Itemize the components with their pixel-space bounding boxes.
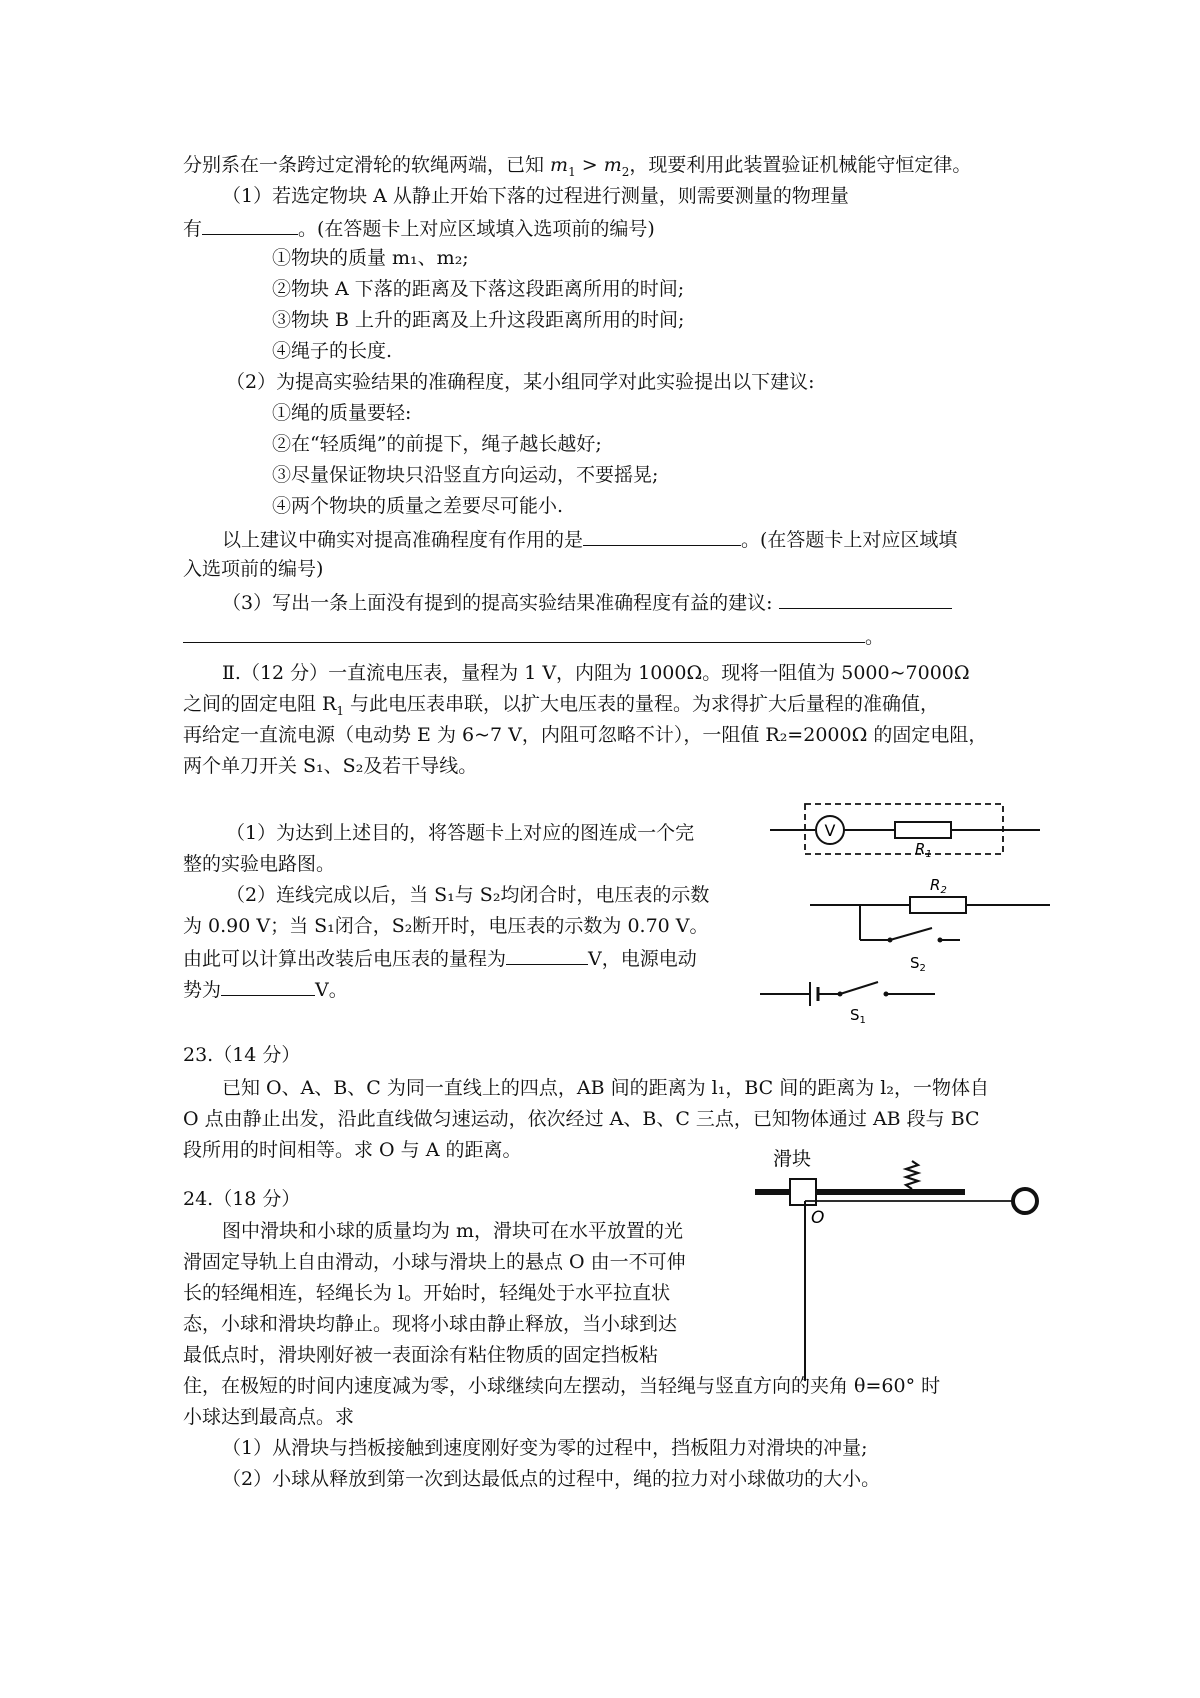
emf-prefix: 势为 (183, 979, 222, 1001)
q2-line-c: 入选项前的编号) (183, 558, 324, 580)
q1-line-a: （1）若选定物块 A 从静止开始下落的过程进行测量，则需要测量的物理量 (222, 185, 849, 207)
p24-line-6: 住，在极短的时间内速度减为零，小球继续向左摆动，当轻绳与竖直方向的夹角 θ=60° 时 (183, 1375, 941, 1397)
part2-sub1-b: 整的实验电路图。 (183, 853, 336, 875)
voltmeter-label: V (824, 821, 836, 840)
r1-label: $R_1$ (915, 840, 932, 860)
emf-suffix: V。 (315, 979, 348, 1001)
p23-line-2: O 点由静止出发，沿此直线做匀速运动，依次经过 A、B、C 三点，已知物体通过 AB 段与 BC (183, 1108, 980, 1130)
part2-line-1: Ⅱ.（12 分）一直流电压表，量程为 1 V，内阻为 1000Ω。现将一阻值为 5000~7000Ω (222, 662, 970, 684)
switch-s1-blade (840, 982, 878, 994)
p24-header: 24.（18 分） (183, 1188, 301, 1210)
part2-line-4: 两个单刀开关 S₁、S₂及若干导线。 (183, 755, 478, 777)
q1-option-3: ③物块 B 上升的距离及上升这段距离所用的时间; (272, 309, 685, 331)
q2-line-a: （2）为提高实验结果的准确程度，某小组同学对此实验提出以下建议: (226, 371, 815, 393)
range-prefix: 由此可以计算出改装后电压表的量程为 (183, 948, 507, 970)
part2-line-2 (183, 691, 939, 724)
q2-prefix: 以上建议中确实对提高准确程度有作用的是 (222, 529, 584, 551)
guide-rail (755, 1189, 965, 1195)
p24-line-5: 最低点时，滑块刚好被一表面涂有粘住物质的固定挡板粘 (183, 1344, 659, 1366)
emf-answer-blank[interactable] (221, 975, 315, 996)
greater-than: > (575, 154, 604, 176)
q2-option-2: ②在“轻质绳”的前提下，绳子越长越好; (272, 433, 602, 455)
q3-text: （3）写出一条上面没有提到的提高实验结果准确程度有益的建议: (222, 592, 773, 614)
q3-answer-blank-2[interactable] (183, 622, 865, 643)
part2-sub1-a: （1）为达到上述目的，将答题卡上对应的图连成一个完 (226, 822, 695, 844)
q2-option-3: ③尽量保证物块只沿竖直方向运动，不要摇晃; (272, 464, 659, 486)
part2-sub2-b: 为 0.90 V；当 S₁闭合，S₂断开时，电压表的示数为 0.70 V。 (183, 915, 709, 937)
switch-s2-blade (890, 928, 932, 940)
intro-text-b: ，现要利用此装置验证机械能守恒定律。 (629, 154, 972, 176)
p24-line-4: 态，小球和滑块均静止。现将小球由静止释放，当小球到达 (183, 1313, 678, 1335)
q2-option-4: ④两个物块的质量之差要尽可能小. (272, 495, 564, 517)
q3-line-b (183, 622, 884, 650)
p24-question-1: （1）从滑块与挡板接触到速度刚好变为零的过程中，挡板阻力对滑块的冲量; (222, 1437, 868, 1459)
p24-question-2: （2）小球从释放到第一次到达最低点的过程中，绳的拉力对小球做功的大小。 (222, 1468, 881, 1490)
resistor-r1-icon (895, 822, 951, 838)
s2-label: $S_2$ (910, 954, 926, 974)
sticky-barrier-icon (906, 1161, 918, 1189)
s1-label: $S_1$ (850, 1006, 866, 1026)
r1-subscript: 1 (336, 703, 344, 718)
q3-answer-blank-1[interactable] (779, 588, 952, 609)
m1-symbol: m (550, 154, 569, 176)
part2-sub2-a: （2）连线完成以后，当 S₁与 S₂均闭合时，电压表的示数 (226, 884, 710, 906)
q2-option-1: ①绳的质量要轻: (272, 402, 412, 424)
q3-line-a (222, 588, 952, 616)
p24-line-1: 图中滑块和小球的质量均为 m，滑块可在水平放置的光 (222, 1220, 684, 1242)
p24-line-2: 滑固定导轨上自由滑动，小球与滑块上的悬点 O 由一不可伸 (183, 1251, 686, 1273)
r2-label: $R_2$ (930, 876, 947, 896)
part2-sub2-c (183, 944, 697, 972)
intro-text-a: 分别系在一条跨过定滑轮的软绳两端，已知 (183, 154, 551, 176)
pendulum-figure (755, 1143, 1045, 1383)
ball-icon (1013, 1189, 1037, 1213)
q1-option-4: ④绳子的长度. (272, 340, 393, 362)
m1-subscript: 1 (568, 164, 576, 179)
q3-end-mark: 。 (865, 626, 885, 648)
range-suffix: V，电源电动 (588, 948, 697, 970)
q2-answer-blank[interactable] (583, 525, 741, 546)
p23-line-1: 已知 O、A、B、C 为同一直线上的四点，AB 间的距离为 l₁，BC 间的距离为 l₂，一物体自 (222, 1077, 989, 1099)
part2-line-3: 再给定一直流电源（电动势 E 为 6~7 V，内阻可忽略不计），一阻值 R₂=2000Ω 的固定电阻， (183, 724, 988, 746)
intro-line (183, 152, 971, 185)
p23-line-3: 段所用的时间相等。求 O 与 A 的距离。 (183, 1139, 522, 1161)
part2-sub2-d (183, 975, 348, 1003)
o-point-label: O (811, 1208, 825, 1228)
circuit-diagram (760, 800, 1050, 1026)
resistor-r2-icon (910, 897, 966, 913)
m2-symbol: m (603, 154, 622, 176)
p24-line-7: 小球达到最高点。求 (183, 1406, 355, 1428)
m2-subscript: 2 (621, 164, 630, 179)
q2-suffix: 。(在答题卡上对应区域填 (741, 529, 958, 551)
slider-label: 滑块 (773, 1148, 812, 1170)
part2-line2-a: 之间的固定电阻 R (183, 693, 337, 715)
part2-line2-b: 与此电压表串联，以扩大电压表的量程。为求得扩大后量程的准确值， (344, 693, 940, 715)
p24-line-3: 长的轻绳相连，轻绳长为 l。开始时，轻绳处于水平拉直状 (183, 1282, 671, 1304)
q1-line-b (183, 214, 655, 242)
q1-suffix: 。(在答题卡上对应区域填入选项前的编号) (298, 218, 655, 240)
q1-prefix: 有 (183, 218, 203, 240)
q1-option-2: ②物块 A 下落的距离及下落这段距离所用的时间; (272, 278, 685, 300)
range-answer-blank[interactable] (506, 944, 588, 965)
q1-answer-blank[interactable] (202, 214, 298, 235)
q1-option-1: ①物块的质量 m₁、m₂; (272, 247, 469, 269)
q2-line-b (222, 525, 957, 553)
p23-header: 23.（14 分） (183, 1044, 301, 1066)
